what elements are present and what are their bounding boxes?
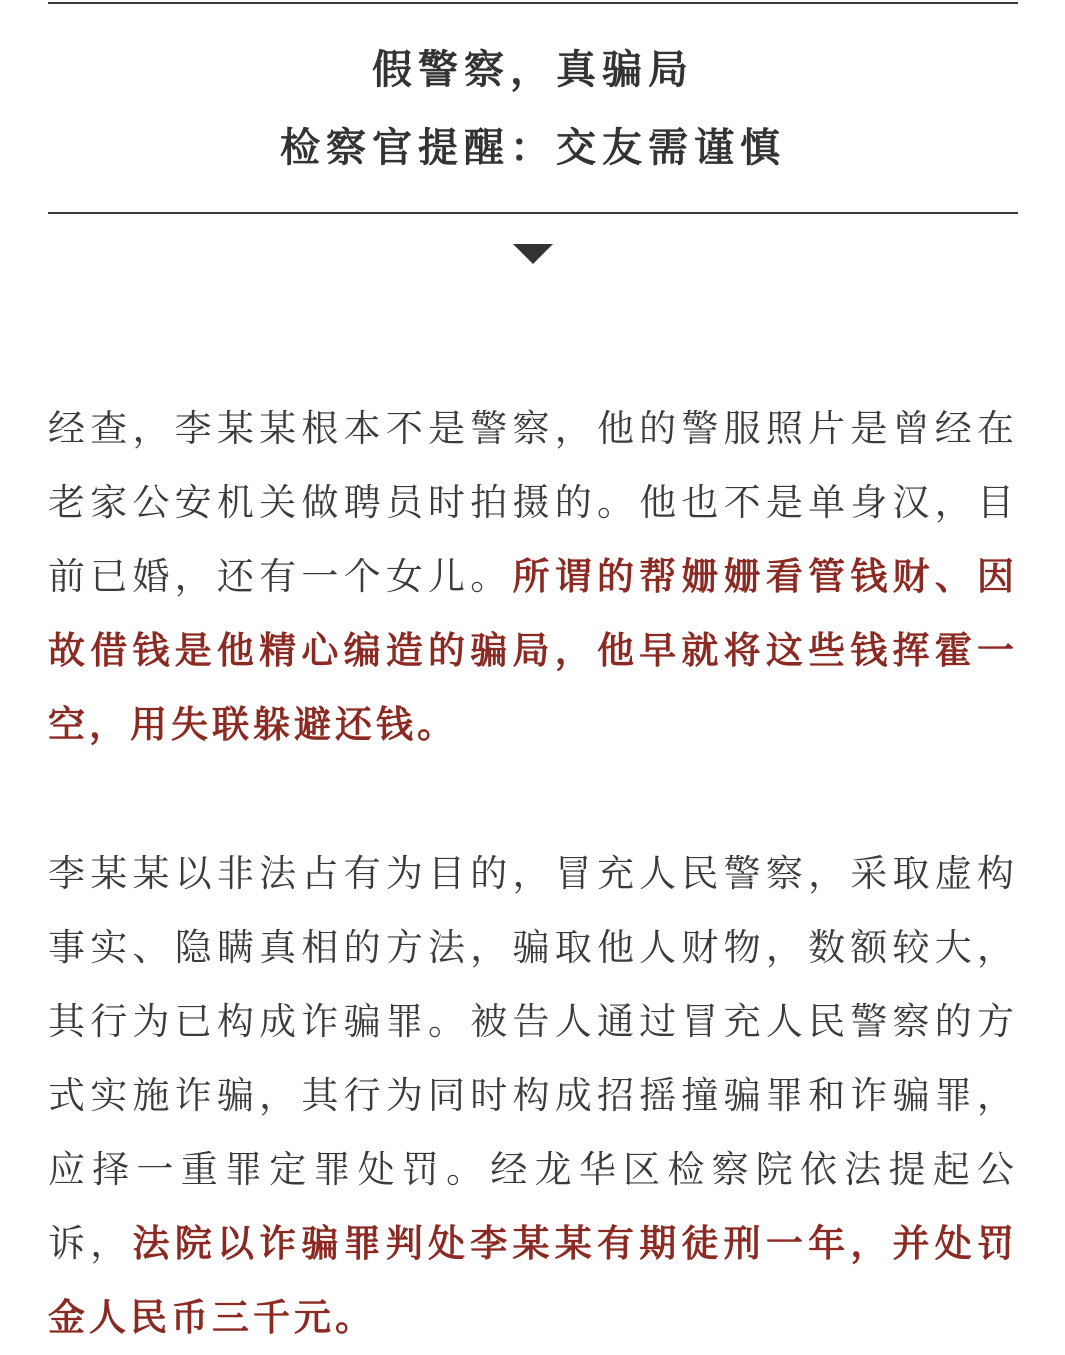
headline: 假警察，真骗局 bbox=[372, 47, 694, 93]
subheadline: 检察官提醒：交友需谨慎 bbox=[280, 125, 786, 171]
paragraph-investigation-text: 经查，李某某根本不是警察，他的警服照片是曾经在老家公安机关做聘员时拍摄的。他也不是单身汉，目前已婚，还有一个女儿。 bbox=[48, 407, 1018, 598]
paragraph-verdict-text: 李某某以非法占有为目的，冒充人民警察，采取虚构事实、隐瞒真相的方法，骗取他人财物，数额较大，其行为已构成诈骗罪。被告人通过冒充人民警察的方式实施诈骗，其行为同时构成招摇撞骗罪和诈骗罪，应择一重罪定罪处罚。经龙华区检察院依法提起公诉， bbox=[48, 852, 1018, 1265]
triangle-down-icon bbox=[513, 244, 553, 264]
bottom-divider bbox=[48, 212, 1018, 214]
paragraph-investigation-highlight: 所谓的帮姗姗看管钱财、因故借钱是他精心编造的骗局，他早就将这些钱挥霍一空，用失联躲避还钱。 bbox=[48, 555, 1018, 746]
paragraph-verdict-highlight: 法院以诈骗罪判处李某某有期徒刑一年，并处罚金人民币三千元。 bbox=[48, 1222, 1019, 1339]
paragraph-investigation bbox=[48, 392, 1018, 762]
top-divider bbox=[48, 2, 1018, 4]
paragraph-verdict bbox=[48, 837, 1018, 1355]
